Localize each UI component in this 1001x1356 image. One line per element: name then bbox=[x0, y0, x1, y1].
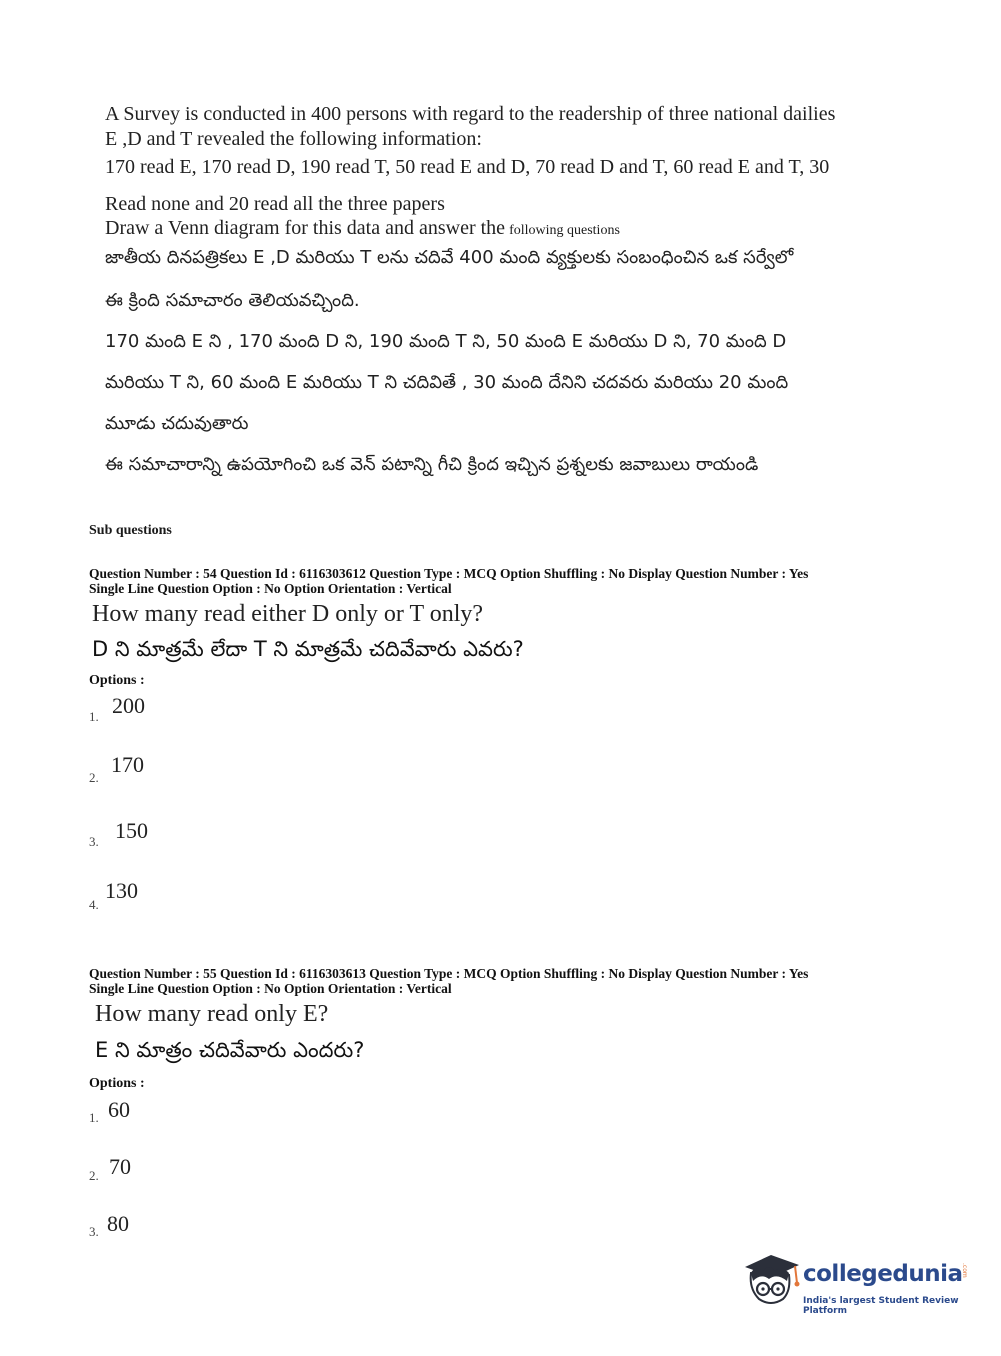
passage-line-4: Read none and 20 read all the three papers bbox=[105, 193, 445, 215]
passage-line-1: A Survey is conducted in 400 persons with regard to the readership of three national dailies bbox=[105, 103, 836, 125]
sub-questions-label: Sub questions bbox=[89, 523, 172, 538]
passage-line-5-main: Draw a Venn diagram for this data and answer the bbox=[105, 217, 506, 239]
question-55-options-label: Options : bbox=[89, 1076, 145, 1091]
option-number: 3. bbox=[89, 834, 99, 849]
option-number: 3. bbox=[89, 1224, 99, 1239]
question-54-options-label: Options : bbox=[89, 673, 145, 688]
logo-com: .com bbox=[961, 1263, 968, 1278]
option-value: 60 bbox=[108, 1097, 130, 1122]
telugu-line-1: జాతీయ దినపత్రికలు E ,D మరియు T లను చదివే 400 మంది వ్యక్తులకు సంబంధించిన ఒక సర్వేలో bbox=[105, 247, 794, 268]
passage-line-5 bbox=[105, 217, 620, 240]
option-value: 170 bbox=[111, 752, 144, 777]
logo-tagline: India's largest Student Review Platform bbox=[803, 1296, 959, 1316]
question-54-meta-line-1: Question Number : 54 Question Id : 6116303612 Question Type : MCQ Option Shuffling : No Display Question Number : Yes bbox=[89, 566, 809, 581]
question-55-meta-line-1: Question Number : 55 Question Id : 6116303613 Question Type : MCQ Option Shuffling : No Display Question Number : Yes bbox=[89, 966, 809, 981]
option-number: 2. bbox=[89, 770, 99, 785]
option-number: 1. bbox=[89, 709, 99, 724]
question-55-text-en: How many read only E? bbox=[95, 1001, 329, 1027]
passage-line-5-tail: following questions bbox=[509, 223, 620, 238]
option-value: 70 bbox=[109, 1154, 131, 1179]
option-value: 80 bbox=[107, 1211, 129, 1236]
telugu-line-5: మూడు చదువుతారు bbox=[105, 413, 249, 434]
telugu-line-4: మరియు T ని, 60 మంది E మరియు T ని చదివితే , 30 మంది దేనిని చదవరు మరియు 20 మంది bbox=[105, 372, 789, 393]
passage-line-3: 170 read E, 170 read D, 190 read T, 50 read E and D, 70 read D and T, 60 read E and T, 30 bbox=[105, 156, 830, 178]
logo-wordmark: collegedunia bbox=[803, 1261, 963, 1287]
telugu-line-2: ఈ క్రింది సమాచారం తెలియవచ్చింది. bbox=[105, 290, 360, 311]
student-mascot-icon bbox=[741, 1249, 803, 1311]
option-value: 200 bbox=[112, 693, 145, 718]
collegedunia-logo[interactable] bbox=[741, 1249, 971, 1319]
question-54-text-te: D ని మాత్రమే లేదా T ని మాత్రమే చదివేవారు ఎవరు? bbox=[92, 637, 524, 661]
option-value: 130 bbox=[105, 878, 138, 903]
option-number: 4. bbox=[89, 897, 99, 912]
option-value: 150 bbox=[115, 818, 148, 843]
passage-line-2: E ,D and T revealed the following information: bbox=[105, 128, 482, 150]
telugu-line-6: ఈ సమాచారాన్ని ఉపయోగించి ఒక వెన్ పటాన్ని గీచి క్రింద ఇచ్చిన ప్రశ్నలకు జవాబులు రాయండి bbox=[105, 454, 759, 475]
question-55-text-te: E ని మాత్రం చదివేవారు ఎందరు? bbox=[95, 1038, 365, 1062]
question-55-meta-line-2: Single Line Question Option : No Option Orientation : Vertical bbox=[89, 981, 452, 996]
question-54-text-en: How many read either D only or T only? bbox=[92, 601, 484, 627]
option-number: 1. bbox=[89, 1110, 99, 1125]
question-54-meta-line-2: Single Line Question Option : No Option Orientation : Vertical bbox=[89, 581, 452, 596]
telugu-line-3: 170 మంది E ని , 170 మంది D ని, 190 మంది T ని, 50 మంది E మరియు D ని, 70 మంది D bbox=[105, 331, 787, 352]
option-number: 2. bbox=[89, 1168, 99, 1183]
